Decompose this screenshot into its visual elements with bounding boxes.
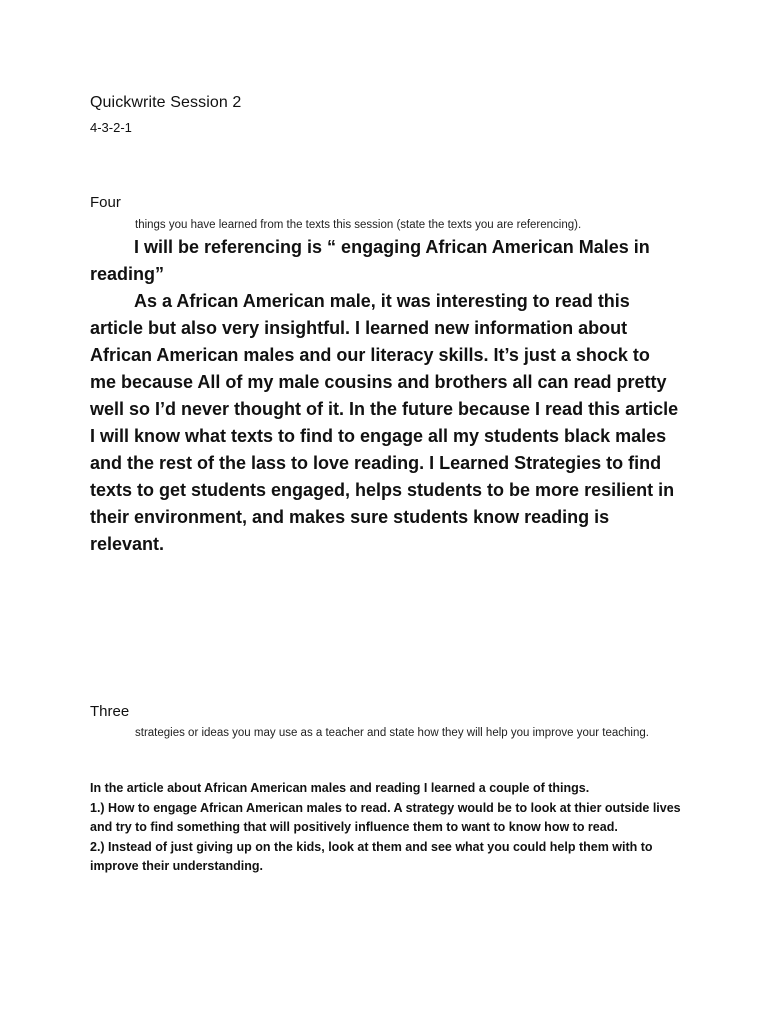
- page-title: Quickwrite Session 2: [90, 94, 242, 111]
- section-four-heading: Four: [90, 194, 121, 211]
- section-three-heading: Three: [90, 703, 130, 720]
- answer-line: 1.) How to engage African American males to read. A strategy would be to look at thier outside lives and try to find something that will positively influence them to want to know how to read.: [90, 800, 681, 834]
- answer-line: In the article about African American males and reading I learned a couple of things.: [90, 781, 590, 795]
- answer-paragraph: As a African American male, it was interesting to read this article but also very insightful. I learned new information about African American males and our literacy skills. It’s just a shock to me because All of my male cousins and brothers all can read pretty well so I’d never thought of it. In the future because I read this article I will know what texts to find to engage all my students black males and the rest of the lass to love reading. I Learned Strategies to find texts to get students engaged, helps students to be more resilient in their environment, and makes sure students know reading is relevant.: [90, 291, 679, 554]
- section-four-prompt: things you have learned from the texts this session (state the texts you are referencing).: [135, 219, 582, 231]
- page-subtitle: 4-3-2-1: [90, 120, 132, 135]
- section-three-answer: [90, 779, 690, 877]
- section-four-answer: [90, 234, 680, 558]
- answer-line: 2.) Instead of just giving up on the kids, look at them and see what you could help them with to improve their understanding.: [90, 839, 653, 873]
- answer-paragraph: I will be referencing is “ engaging African American Males in reading”: [90, 237, 650, 284]
- section-three-prompt: strategies or ideas you may use as a teacher and state how they will help you improve your teaching.: [135, 727, 649, 739]
